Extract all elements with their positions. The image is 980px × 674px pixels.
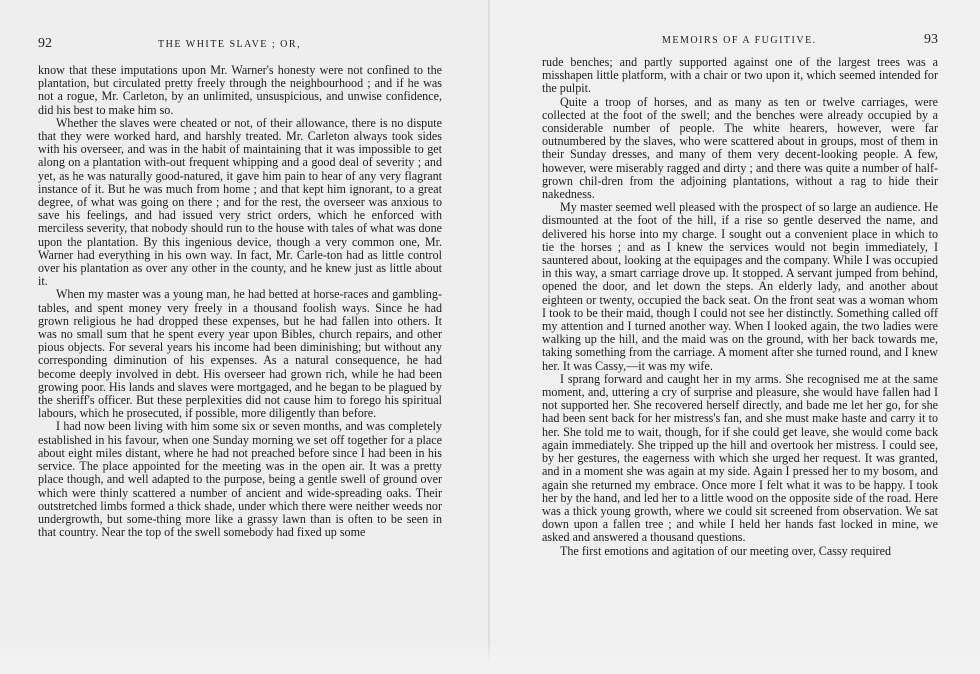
paragraph: I sprang forward and caught her in my arms. She recognised me at the same moment, and, uttering a cry of surprise and pleasure, she would have fallen had I not supported her. She recovered herself directly, and bade me let her go, for she had been sent back for her mistress's fan, and she must make haste and carry it to her. She told me to wait, though, for if she could get leave, she would come back again immediately. She tripped up the hill and overtook her mistress. I could see, by her gestures, the eagerness with which she urged her request. It was granted, and in a moment she was again at my side. Again I pressed her to my bosom, and again she returned my embrace. Once more I felt what it was to be happy. I took her by the hand, and led her to a little wood on the opposite side of the road. Here was a thick young growth, where we could sit screened from observation. We sat down upon a fallen tree ; and while I held her hands fast locked in mine, we asked and answered a thousand questions. xyxy=(542,371,938,545)
right-page-header xyxy=(542,32,938,56)
right-running-head: MEMOIRS OF A FUGITIVE. xyxy=(662,35,817,46)
left-page-number: 92 xyxy=(38,36,52,51)
bottom-page-fade xyxy=(0,638,980,674)
paragraph: know that these imputations upon Mr. Warner's honesty were not confined to the plantation, but circulated pretty freely through the neighbourhood ; and if he was not a rogue, Mr. Carleton, by an unlimited, unsuspicious, and unwise confidence, did his best to make him so. xyxy=(38,63,442,117)
right-page-number: 93 xyxy=(924,32,938,47)
right-page xyxy=(490,0,980,674)
paragraph: rude benches; and partly supported against one of the largest trees was a misshapen little platform, with a chair or two upon it, which seemed intended for the pulpit. xyxy=(542,55,938,96)
paragraph: When my master was a young man, he had betted at horse-races and gambling-tables, and spent money very freely in a thousand foolish ways. Since he had grown religious he had dropped these expenses, but he had fallen into others. It was no small sum that he spent every year upon Bibles, church repairs, and other pious objects. For several years his income had been diminishing; but without any corresponding diminution of his expenses. As a natural consequence, he had become deeply involved in debt. His overseer had grown rich, while he had been growing poor. His lands and slaves were mortgaged, and he began to be plagued by the sheriff's officer. But these perplexities did not cause him to forego his spiritual labours, which he prosecuted, if possible, more diligently than before. xyxy=(38,287,442,421)
paragraph: The first emotions and agitation of our meeting over, Cassy required xyxy=(560,543,892,558)
paragraph: My master seemed well pleased with the prospect of so large an audience. He dismounted at the foot of the hill, if a rise so gentle deserved the name, and delivered his horse into my charge. I sought out a convenient place in which to tie the horses ; and as I knew the services would not begin immediately, I sauntered about, looking at the equipages and the company. While I was occupied in this way, a smart carriage drove up. It stopped. A servant jumped from behind, opened the door, and let down the steps. An elderly lady, and another about eighteen or twenty, occupied the back seat. On the front seat was a woman whom I took to be their maid, though I could not see her distinctly. Something called off my attention and I turned another way. When I looked again, the two ladies were walking up the hill, and the maid was on the ground, with her back towards me, taking something from the carriage. A moment after she turned round, and I knew her. It was Cassy,—it was my wife. xyxy=(542,200,938,373)
paragraph: Whether the slaves were cheated or not, of their allowance, there is no dispute that they were worked hard, and harshly treated. Mr. Carleton always took sides with his overseer, and was in the habit of maintaining that it was impossible to get along on a plantation with-out frequent whipping and a good deal of severity ; and yet, as he was naturally good-natured, it gave him pain to hear of any very flagrant instance of it. But he was much from home ; and that kept him ignorant, to a great degree, of what was going on there ; and for the rest, the overseer was anxious to save his feelings, and had issued very strict orders, which he enforced with merciless severity, that nobody should run to the house with tales of what was done upon the plantation. By this ingenious device, though a very common one, Mr. Warner had everything in his own way. In fact, Mr. Carle-ton had as little control over his plantation as over any other in the county, and he knew just as little about it. xyxy=(38,115,442,289)
left-running-head: THE WHITE SLAVE ; OR, xyxy=(158,39,302,50)
paragraph: I had now been living with him some six or seven months, and was completely established in his favour, when one Sunday morning we set off together for a place about eight miles distant, where he had not preached before since I had been in his service. The place appointed for the meeting was in the open air. It was a pretty place though, and well adapted to the purpose, being a gentle swell of ground over which were thinly scattered a number of ancient and wide-spreading oaks. Their outstretched limbs formed a thick shade, under which there were neither weeds nor undergrowth, but some-thing more like a grassy lawn than is often to be seen in that country. Near the top of the swell somebody had fixed up some xyxy=(38,419,442,540)
left-page-body xyxy=(38,64,442,539)
right-page-body xyxy=(542,56,938,558)
left-page-header xyxy=(38,36,442,60)
paragraph: Quite a troop of horses, and as many as ten or twelve carriages, were collected at the foot of the swell; and the benches were already occupied by a considerable number of people. The white hearers, however, were far outnumbered by the slaves, who were scattered about in groups, most of them in their Sunday dresses, and many of them very decent-looking people. A few, however, were miserably ragged and dirty ; and there was quite a number of half-grown chil-dren from the adjoining plantations, without a rag to hide their nakedness. xyxy=(542,94,938,202)
